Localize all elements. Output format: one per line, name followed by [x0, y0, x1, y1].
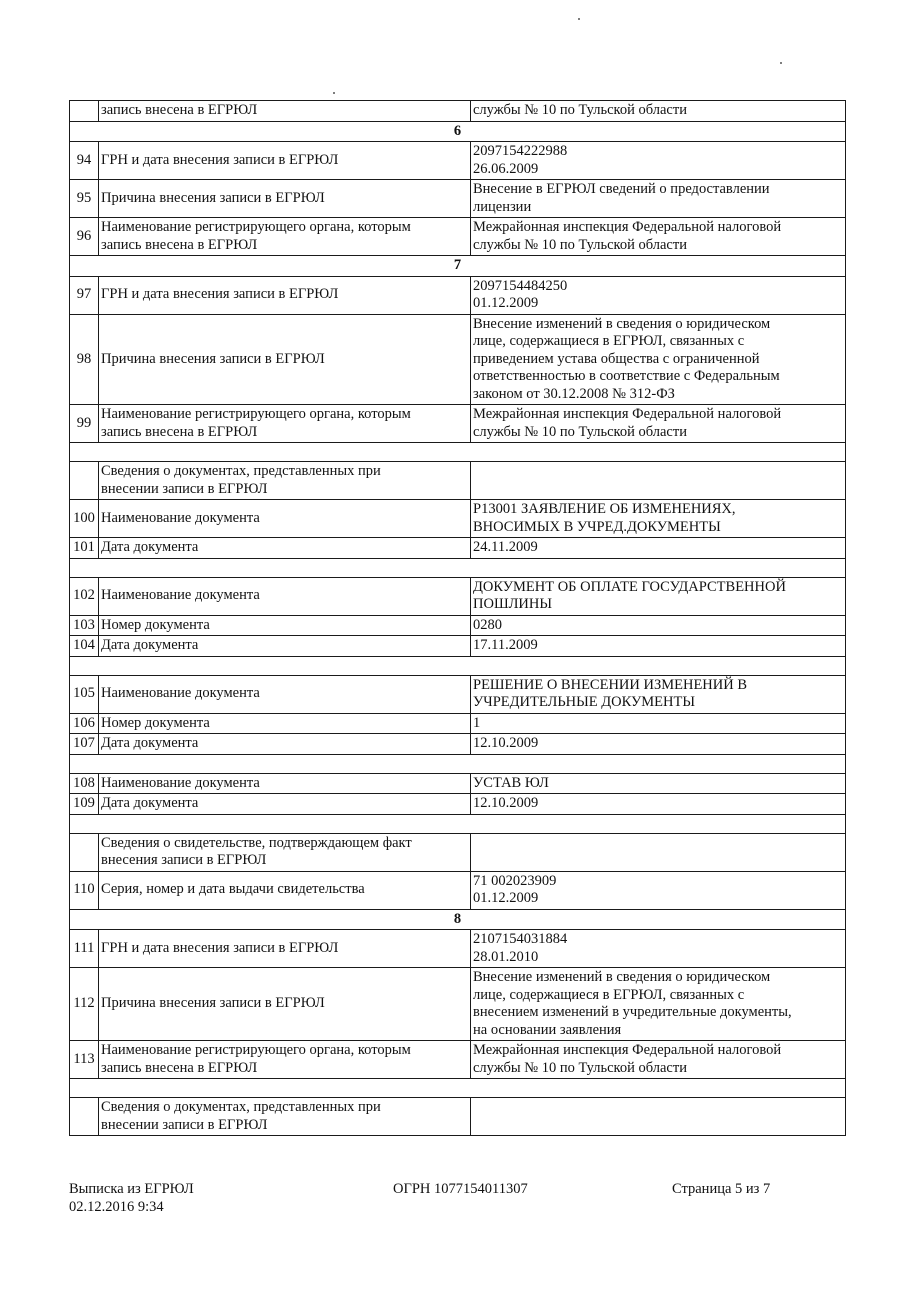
footer-ogrn: ОГРН 1077154011307 — [393, 1181, 528, 1197]
blank-cell — [70, 558, 846, 577]
field-value: 2097154484250 01.12.2009 — [471, 276, 846, 314]
field-value: 17.11.2009 — [471, 636, 846, 657]
table-row — [70, 615, 846, 636]
blank-cell — [70, 656, 846, 675]
field-label: Серия, номер и дата выдачи свидетельства — [99, 871, 471, 909]
row-number: 113 — [70, 1041, 99, 1079]
table-row — [70, 675, 846, 713]
row-number: 97 — [70, 276, 99, 314]
table-row — [70, 930, 846, 968]
field-label: Наименование документа — [99, 500, 471, 538]
table-row — [70, 101, 846, 122]
field-value: 2107154031884 28.01.2010 — [471, 930, 846, 968]
row-number: 109 — [70, 794, 99, 815]
blank-cell — [70, 443, 846, 462]
table-row — [70, 500, 846, 538]
field-value — [471, 833, 846, 871]
footer-datetime: 02.12.2016 9:34 — [69, 1199, 164, 1215]
blank-cell — [70, 1079, 846, 1098]
field-label: ГРН и дата внесения записи в ЕГРЮЛ — [99, 930, 471, 968]
field-value: службы № 10 по Тульской области — [471, 101, 846, 122]
table-row — [70, 462, 846, 500]
field-value: 2097154222988 26.06.2009 — [471, 142, 846, 180]
field-label: Сведения о документах, представленных при внесении записи в ЕГРЮЛ — [99, 1098, 471, 1136]
row-number: 112 — [70, 968, 99, 1041]
field-label: Дата документа — [99, 734, 471, 755]
footer-doc-title: Выписка из ЕГРЮЛ — [69, 1181, 194, 1197]
blank-separator-row — [70, 814, 846, 833]
scan-speck — [780, 62, 782, 64]
field-label: Дата документа — [99, 538, 471, 559]
row-number: 106 — [70, 713, 99, 734]
table-row — [70, 871, 846, 909]
blank-separator-row — [70, 558, 846, 577]
section-header-row — [70, 256, 846, 277]
row-number: 95 — [70, 180, 99, 218]
field-label: Дата документа — [99, 636, 471, 657]
table-row — [70, 833, 846, 871]
table-row — [70, 794, 846, 815]
row-number: 104 — [70, 636, 99, 657]
row-number: 100 — [70, 500, 99, 538]
table-row — [70, 636, 846, 657]
section-number: 6 — [70, 121, 846, 142]
field-value: 12.10.2009 — [471, 794, 846, 815]
table-row — [70, 180, 846, 218]
section-header-row — [70, 121, 846, 142]
field-value: 12.10.2009 — [471, 734, 846, 755]
field-label: Номер документа — [99, 615, 471, 636]
blank-cell — [70, 814, 846, 833]
field-label: запись внесена в ЕГРЮЛ — [99, 101, 471, 122]
row-number — [70, 101, 99, 122]
field-label: Сведения о документах, представленных при внесении записи в ЕГРЮЛ — [99, 462, 471, 500]
section-header-row — [70, 909, 846, 930]
row-number: 101 — [70, 538, 99, 559]
footer-page-number: Страница 5 из 7 — [672, 1181, 771, 1197]
field-label: Причина внесения записи в ЕГРЮЛ — [99, 180, 471, 218]
field-label: Причина внесения записи в ЕГРЮЛ — [99, 314, 471, 405]
section-number: 7 — [70, 256, 846, 277]
row-number: 108 — [70, 773, 99, 794]
row-number — [70, 462, 99, 500]
field-label: Наименование регистрирующего органа, которым запись внесена в ЕГРЮЛ — [99, 1041, 471, 1079]
row-number — [70, 833, 99, 871]
table-row — [70, 968, 846, 1041]
blank-cell — [70, 754, 846, 773]
field-value — [471, 1098, 846, 1136]
blank-separator-row — [70, 443, 846, 462]
field-value: 24.11.2009 — [471, 538, 846, 559]
row-number: 96 — [70, 218, 99, 256]
blank-separator-row — [70, 656, 846, 675]
field-label: Наименование документа — [99, 773, 471, 794]
scan-speck — [333, 92, 335, 94]
blank-separator-row — [70, 754, 846, 773]
field-value: ДОКУМЕНТ ОБ ОПЛАТЕ ГОСУДАРСТВЕННОЙ ПОШЛИНЫ — [471, 577, 846, 615]
field-label: ГРН и дата внесения записи в ЕГРЮЛ — [99, 276, 471, 314]
footer-left — [69, 1180, 194, 1216]
table-row — [70, 734, 846, 755]
field-label: Наименование документа — [99, 577, 471, 615]
field-label: Сведения о свидетельстве, подтверждающем факт внесения записи в ЕГРЮЛ — [99, 833, 471, 871]
row-number — [70, 1098, 99, 1136]
field-value — [471, 462, 846, 500]
field-value: 1 — [471, 713, 846, 734]
field-value: Межрайонная инспекция Федеральной налоговой службы № 10 по Тульской области — [471, 218, 846, 256]
table-row — [70, 142, 846, 180]
field-value: Р13001 ЗАЯВЛЕНИЕ ОБ ИЗМЕНЕНИЯХ, ВНОСИМЫХ В УЧРЕД.ДОКУМЕНТЫ — [471, 500, 846, 538]
table-row — [70, 1041, 846, 1079]
table-row — [70, 577, 846, 615]
field-label: Наименование регистрирующего органа, которым запись внесена в ЕГРЮЛ — [99, 405, 471, 443]
field-value: 0280 — [471, 615, 846, 636]
row-number: 98 — [70, 314, 99, 405]
field-value: Внесение изменений в сведения о юридическом лице, содержащиеся в ЕГРЮЛ, связанных с внесением изменений в учредительные документы, на основании заявления — [471, 968, 846, 1041]
table-row — [70, 218, 846, 256]
row-number: 107 — [70, 734, 99, 755]
row-number: 94 — [70, 142, 99, 180]
section-number: 8 — [70, 909, 846, 930]
field-value: Внесение изменений в сведения о юридическом лице, содержащиеся в ЕГРЮЛ, связанных с приведением устава общества с ограниченной ответственностью в соответствие с Федеральным законом от 30.12.2008 № 312-ФЗ — [471, 314, 846, 405]
row-number: 111 — [70, 930, 99, 968]
field-value: Межрайонная инспекция Федеральной налоговой службы № 10 по Тульской области — [471, 405, 846, 443]
table-row — [70, 405, 846, 443]
field-value: 71 002023909 01.12.2009 — [471, 871, 846, 909]
table-row — [70, 1098, 846, 1136]
row-number: 99 — [70, 405, 99, 443]
field-value: РЕШЕНИЕ О ВНЕСЕНИИ ИЗМЕНЕНИЙ В УЧРЕДИТЕЛЬНЫЕ ДОКУМЕНТЫ — [471, 675, 846, 713]
field-value: Межрайонная инспекция Федеральной налоговой службы № 10 по Тульской области — [471, 1041, 846, 1079]
scan-speck — [578, 18, 580, 20]
table-row — [70, 538, 846, 559]
row-number: 105 — [70, 675, 99, 713]
row-number: 103 — [70, 615, 99, 636]
field-label: Номер документа — [99, 713, 471, 734]
table-row — [70, 773, 846, 794]
egrul-table-body — [70, 101, 846, 1136]
field-label: Наименование документа — [99, 675, 471, 713]
field-label: ГРН и дата внесения записи в ЕГРЮЛ — [99, 142, 471, 180]
field-label: Наименование регистрирующего органа, которым запись внесена в ЕГРЮЛ — [99, 218, 471, 256]
table-row — [70, 314, 846, 405]
row-number: 110 — [70, 871, 99, 909]
field-value: Внесение в ЕГРЮЛ сведений о предоставлении лицензии — [471, 180, 846, 218]
row-number: 102 — [70, 577, 99, 615]
field-value: УСТАВ ЮЛ — [471, 773, 846, 794]
table-row — [70, 713, 846, 734]
field-label: Дата документа — [99, 794, 471, 815]
table-row — [70, 276, 846, 314]
egrul-extract-table — [69, 100, 846, 1136]
field-label: Причина внесения записи в ЕГРЮЛ — [99, 968, 471, 1041]
blank-separator-row — [70, 1079, 846, 1098]
